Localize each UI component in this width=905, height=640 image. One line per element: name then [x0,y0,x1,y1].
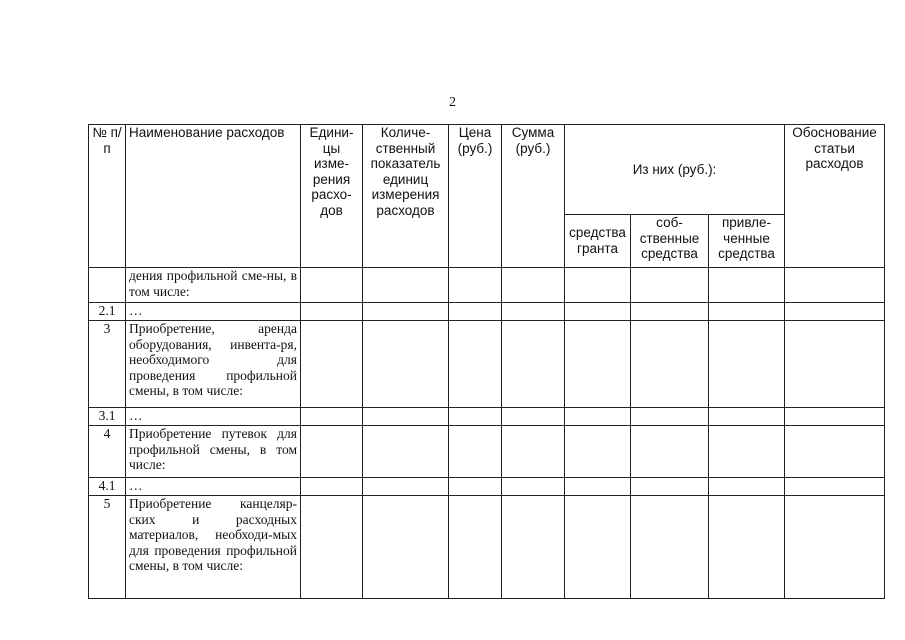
row-num: 2.1 [89,303,126,321]
row-name: Приобретение, аренда оборудования, инвента-ря, необходимого для проведения профильной смены, в том числе: [126,321,301,408]
row-name: … [126,478,301,496]
header-num-label: № п/п [92,125,122,156]
header-basis [785,125,885,268]
row-name: Приобретение путевок для профильной смены, в том числе: [126,426,301,478]
table-row [89,426,885,478]
table-row [89,408,885,426]
header-own [631,215,709,268]
header-own-label: соб-ственные средства [639,215,700,261]
row-name: … [126,408,301,426]
header-basis-label: Обоснование статьи расходов [792,125,877,171]
row-name: Приобретение канцеляр-ских и расходных материалов, необходи-мых для проведения профильной смены, в том числе: [126,496,301,599]
table-row [89,496,885,599]
header-price-label: Цена (руб.) [457,125,493,156]
header-sum-label: Сумма (руб.) [511,125,555,156]
header-of-them [565,125,785,215]
header-price [449,125,502,268]
page-number: 2 [449,95,456,110]
header-quantity [363,125,449,268]
header-grant [565,215,631,268]
row-num [89,268,126,303]
table-row [89,478,885,496]
row-name: … [126,303,301,321]
header-grant-label: средства гранта [569,225,626,256]
header-units-label: Едини-цы изме-рения расхо-дов [309,125,354,218]
row-name: дения профильной сме-ны, в том числе: [126,268,301,303]
table-row [89,303,885,321]
row-num: 4 [89,426,126,478]
header-units [301,125,363,268]
row-num: 3.1 [89,408,126,426]
header-name [126,125,301,268]
header-of-them-label: Из них (руб.): [632,161,717,177]
header-attracted [709,215,785,268]
header-quantity-label: Количе-ственный показатель единиц измерения расходов [370,125,441,218]
row-num: 4.1 [89,478,126,496]
header-attracted-label: привле-ченные средства [718,215,775,261]
header-sum [502,125,565,268]
table-row [89,268,885,303]
header-name-label: Наименование расходов [129,125,285,140]
header-num [89,125,126,268]
table-row [89,321,885,408]
row-num: 3 [89,321,126,408]
row-num: 5 [89,496,126,599]
expense-table [88,124,885,599]
